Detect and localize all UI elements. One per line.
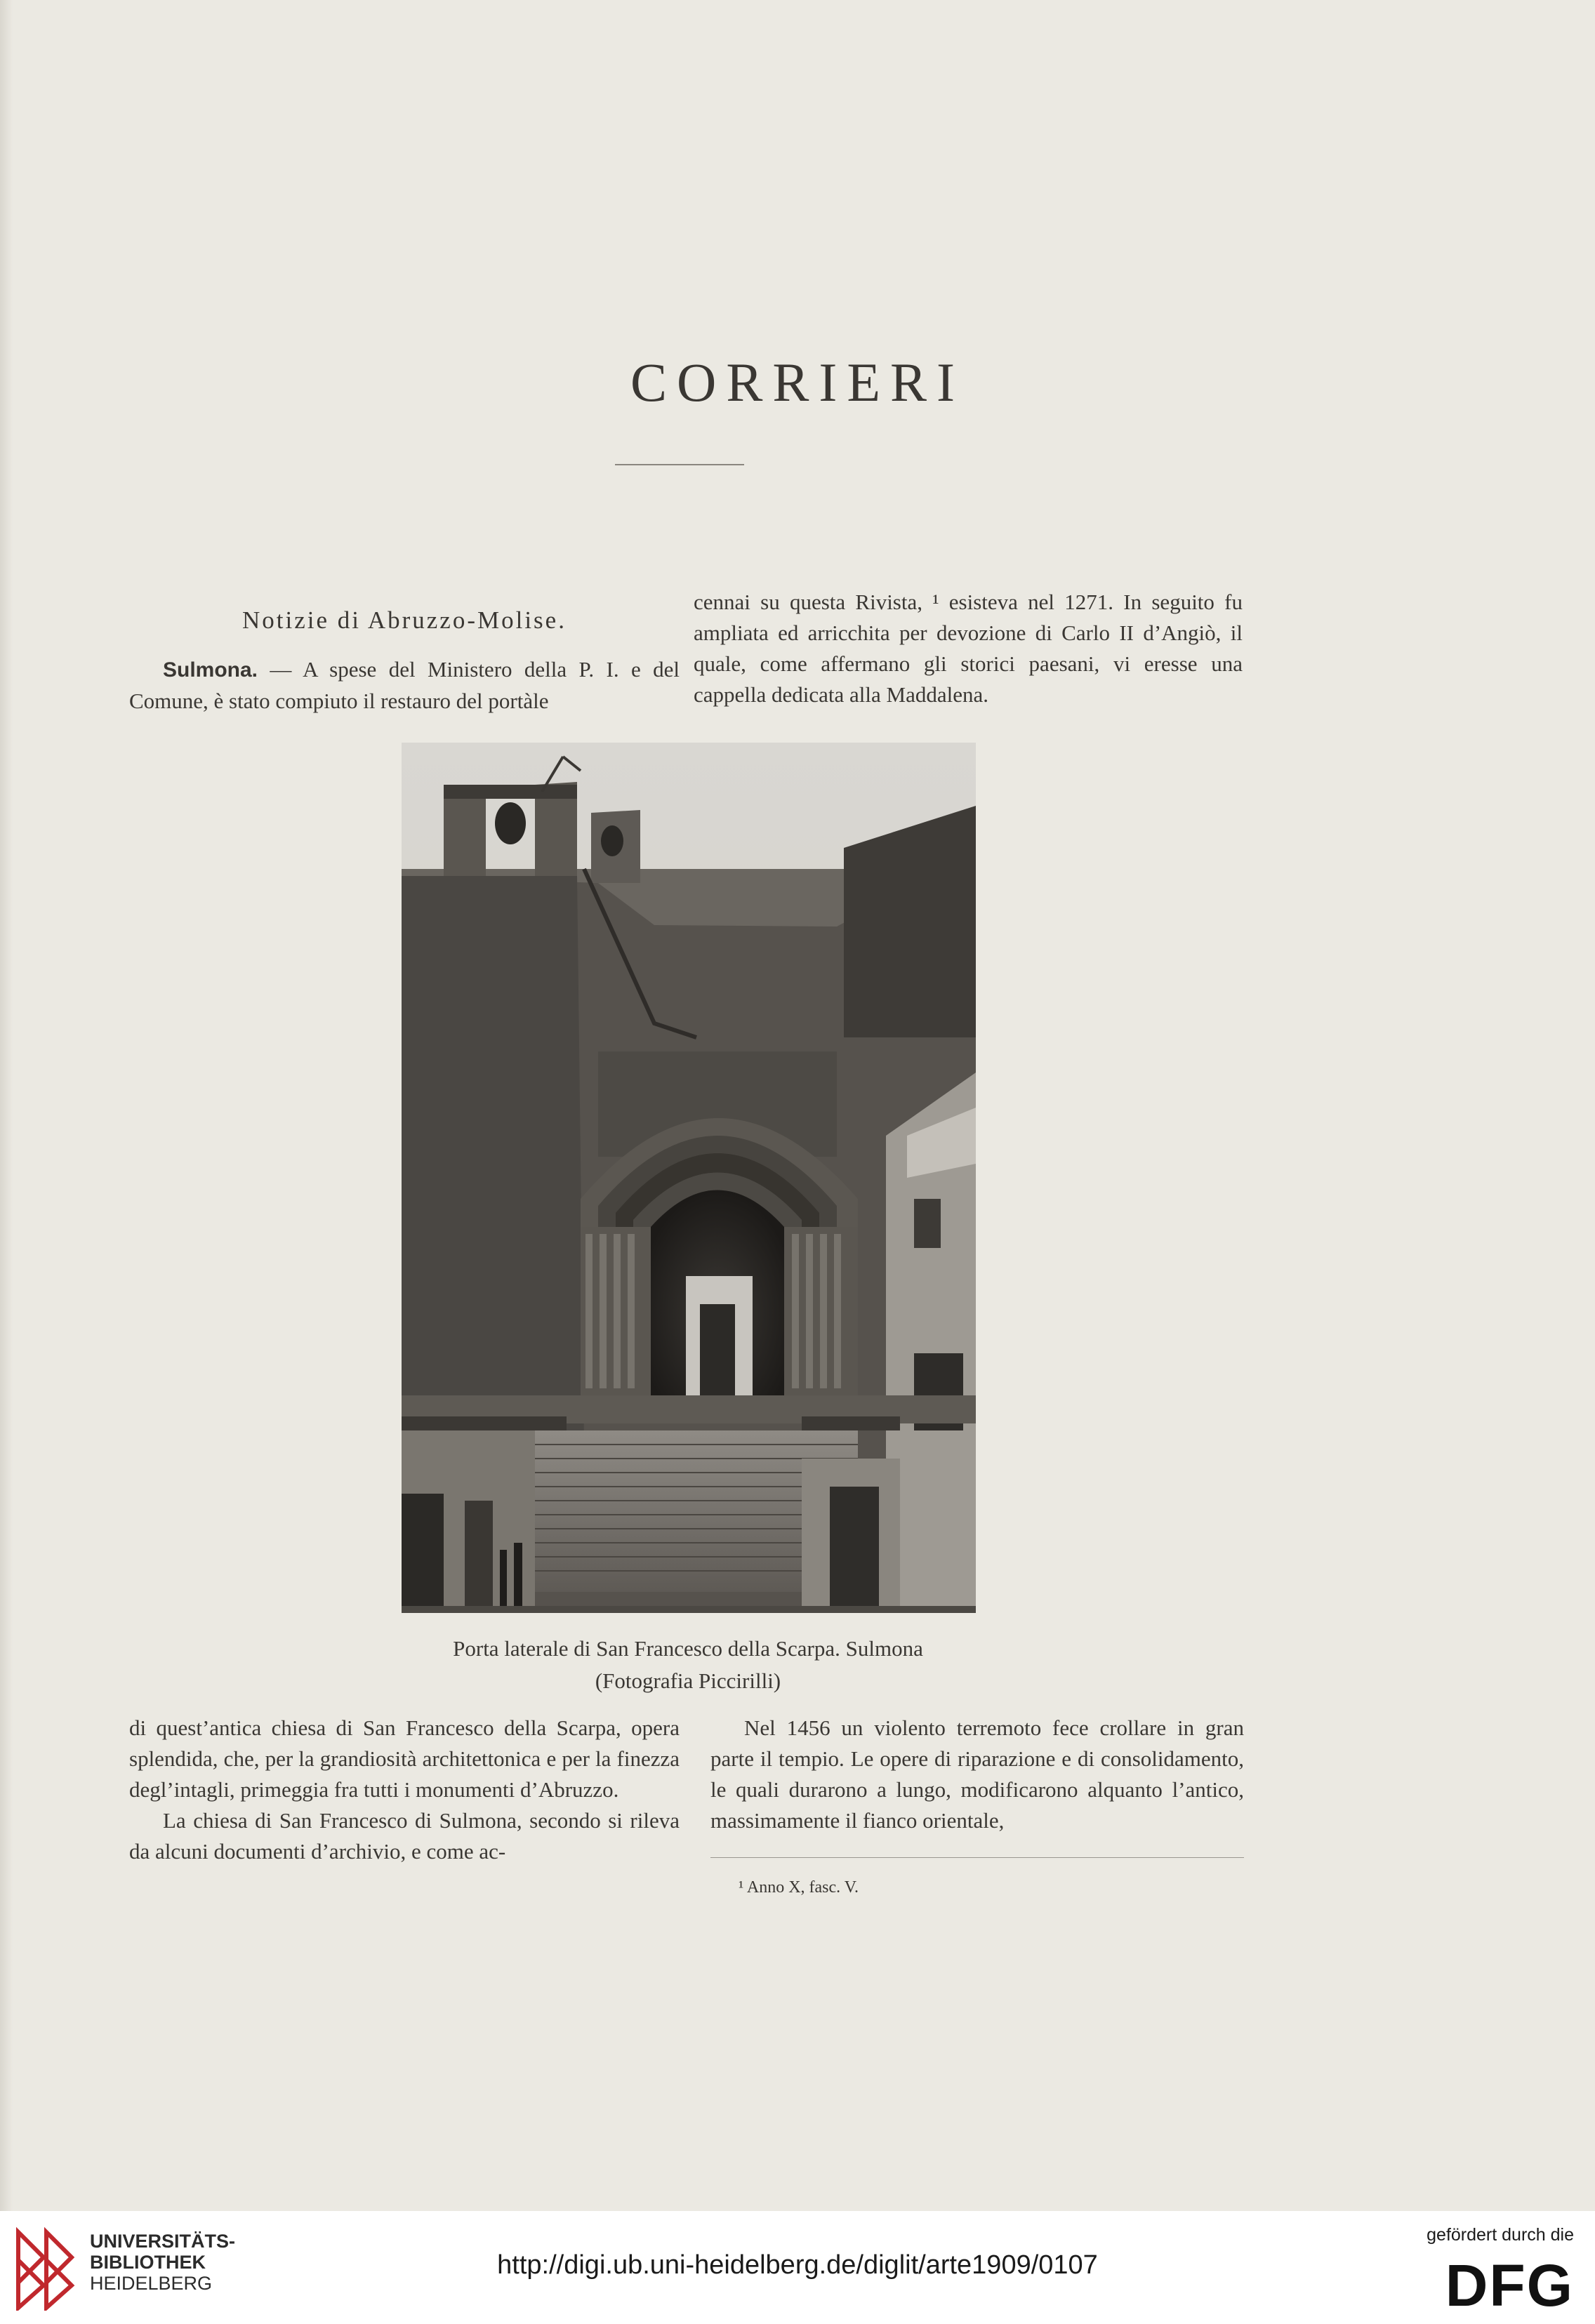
paragraph-church-origin: La chiesa di San Francesco di Sulmona, secondo si rileva da alcuni documenti d’archivio, e come ac- xyxy=(129,1808,680,1864)
dfg-logo-icon[interactable]: DFG xyxy=(1445,2252,1574,2318)
runin-place: Sulmona. xyxy=(163,658,258,682)
paragraph-sulmona-text: — A spese del Ministero della P. I. e del Comune, è stato compiuto il restauro del portàle xyxy=(129,657,680,713)
footnote: ¹ Anno X, fasc. V. xyxy=(739,1878,859,1897)
right-column-top xyxy=(694,587,1243,710)
caption-title: Porta laterale di San Francesco della Scarpa. Sulmona xyxy=(453,1636,923,1661)
institution-line-1: UNIVERSITÄTS- xyxy=(90,2231,236,2252)
footnote-divider xyxy=(710,1857,1244,1858)
paragraph-sulmona xyxy=(129,654,680,717)
permalink-url[interactable]: http://digi.ub.uni-heidelberg.de/diglit/arte1909/0107 xyxy=(497,2250,1098,2280)
caption-credit: (Fotografia Piccirilli) xyxy=(595,1668,781,1693)
page-gutter xyxy=(0,0,13,2211)
page-title: CORRIERI xyxy=(630,352,965,413)
paragraph-church-description: di quest’antica chiesa di San Francesco della Scarpa, opera splendida, che, per la grandiosità architettonica e per la finezza degl’intagli, primeggia fra tutti i monumenti d’Abruzzo. xyxy=(129,1715,680,1802)
left-column-top xyxy=(129,587,680,717)
title-divider xyxy=(615,464,744,465)
institution-line-2: BIBLIOTHEK xyxy=(90,2252,206,2273)
paragraph-history: cennai su questa Rivista, ¹ esisteva nel 1271. In seguito fu ampliata ed arricchita per devozione di Carlo II d’Angiò, il quale, come affermano gli storici paesani, vi eresse una cappella dedicata alla Maddalena. xyxy=(694,590,1243,707)
right-column-bottom xyxy=(710,1713,1244,1836)
left-column-bottom xyxy=(129,1713,680,1867)
church-portal-photo xyxy=(402,743,976,1613)
section-heading: Notizie di Abruzzo-Molise. xyxy=(242,606,567,634)
funding-label: gefördert durch die xyxy=(1427,2225,1574,2245)
digitization-footer xyxy=(0,2211,1595,2324)
institution-line-3: HEIDELBERG xyxy=(90,2273,213,2294)
paragraph-earthquake: Nel 1456 un violento terremoto fece crollare in gran parte il tempio. Le opere di riparazione e di consolidamento, le quali durarono a lungo, modificarono alquanto l’antico, massimamente il fianco orientale, xyxy=(710,1715,1244,1833)
photo-caption xyxy=(281,1633,1095,1697)
